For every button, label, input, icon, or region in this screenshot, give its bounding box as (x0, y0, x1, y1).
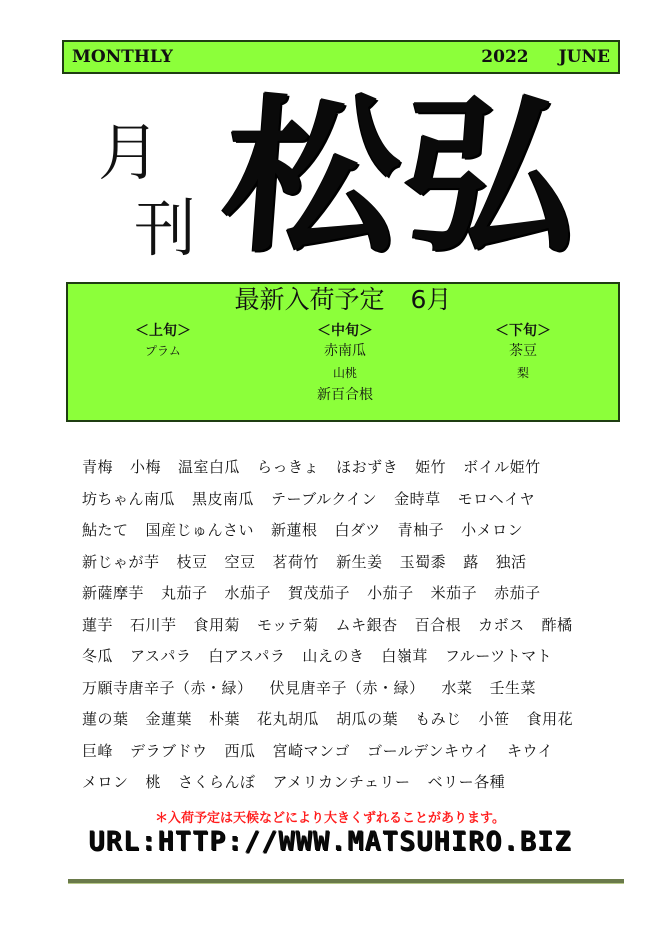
product-item: さくらんぼ (178, 773, 256, 791)
product-item: 赤茄子 (494, 584, 541, 602)
product-item: もみじ (415, 710, 462, 728)
product-item: 米茄子 (430, 584, 478, 602)
product-item: 白嶺茸 (381, 647, 428, 665)
schedule-early (108, 320, 218, 362)
schedule-early-label: ＜上旬＞ (135, 323, 191, 339)
product-line (82, 452, 642, 484)
product-item: 巨峰 (82, 741, 114, 760)
product-line (82, 578, 642, 610)
product-line (82, 704, 642, 736)
product-item: デラブドウ (130, 741, 208, 760)
product-line (82, 484, 642, 516)
logo-char-kan: 刊 (134, 192, 197, 265)
product-item: 伏見唐辛子（赤・緑） (269, 678, 425, 697)
logo-char-matsu: 松 (216, 77, 408, 275)
product-item: 胡瓜の葉 (336, 710, 399, 728)
product-item: 小笹 (478, 710, 510, 728)
monthly-label: MONTHLY (72, 47, 173, 67)
website-url[interactable]: URL:HTTP://WWW.MATSUHIRO.BIZ (88, 826, 572, 857)
schedule-item: 梨 (516, 366, 529, 380)
schedule-item: 茶豆 (509, 343, 537, 359)
product-item: 冬瓜 (82, 647, 114, 665)
product-item: モロヘイヤ (457, 489, 536, 508)
schedule-item: 赤南瓜 (324, 343, 366, 359)
product-item: 花丸胡瓜 (257, 710, 320, 728)
product-item: ムキ銀杏 (335, 615, 398, 634)
schedule-item: 山桃 (332, 366, 357, 380)
product-item: 朴葉 (209, 710, 241, 728)
product-item: らっきょ (257, 458, 320, 476)
product-item: 宮崎マンゴ (272, 741, 351, 760)
product-item: 賀茂茄子 (288, 584, 351, 602)
product-line (82, 515, 642, 547)
product-item: 西瓜 (224, 741, 256, 760)
product-line (82, 610, 642, 642)
logo (88, 77, 588, 278)
product-item: 白ダツ (334, 521, 381, 539)
product-item: キウイ (507, 741, 554, 760)
product-item: 食用花 (526, 710, 574, 728)
product-item: 新生姜 (336, 552, 383, 571)
product-item: モッテ菊 (257, 615, 319, 634)
product-item: 温室白瓜 (178, 458, 241, 476)
schedule-title (68, 284, 618, 316)
schedule-title-text: 最新入荷予定 (234, 285, 385, 314)
product-item: 水菜 (441, 678, 473, 697)
product-item: 黒皮南瓜 (192, 489, 255, 508)
product-item: 姫竹 (415, 458, 447, 476)
logo-char-tsuki: 月 (98, 116, 161, 189)
header-banner (62, 40, 620, 74)
product-item: 水茄子 (224, 584, 272, 602)
product-item: 小メロン (461, 521, 524, 539)
header-month: JUNE (558, 47, 610, 67)
header-year: 2022 (481, 47, 529, 67)
schedule-middle-label: ＜中旬＞ (317, 323, 373, 339)
product-line (82, 736, 642, 768)
product-item: テーブルクイン (271, 489, 378, 508)
product-line (82, 767, 642, 799)
logo-char-hiro: 弘 (394, 77, 586, 275)
product-item: 百合根 (414, 615, 462, 634)
product-item: カボス (478, 615, 525, 634)
product-item: 新蓮根 (271, 521, 318, 539)
footer-divider (68, 879, 624, 884)
schedule-middle (290, 320, 400, 406)
product-line (82, 673, 642, 705)
product-item: 山えのき (302, 647, 365, 665)
product-item: 食用菊 (193, 615, 241, 634)
product-item: 新じゃが芋 (82, 552, 160, 571)
arrival-schedule (66, 282, 620, 422)
product-list (82, 452, 642, 799)
product-item: 青梅 (82, 458, 114, 476)
product-item: ゴールデンキウイ (367, 741, 491, 760)
product-line (82, 641, 642, 673)
product-item: 独活 (495, 552, 527, 571)
product-item: 枝豆 (176, 552, 208, 571)
product-item: 桃 (145, 773, 162, 791)
product-item: 蓮芋 (82, 615, 114, 634)
schedule-late-label: ＜下旬＞ (495, 323, 551, 339)
schedule-month: 6月 (410, 285, 452, 314)
product-item: ボイル姫竹 (463, 458, 541, 476)
product-item: 万願寺唐辛子（赤・緑） (82, 678, 253, 697)
product-item: 小梅 (130, 458, 162, 476)
product-item: 丸茄子 (161, 584, 208, 602)
product-item: 坊ちゃん南瓜 (82, 489, 176, 508)
product-item: 金蓮葉 (145, 710, 193, 728)
product-item: ほおずき (336, 458, 399, 476)
product-item: 青柚子 (397, 521, 445, 539)
disclaimer-note: ＊入荷予定は天候などにより大きくずれることがあります。 (155, 811, 505, 826)
header-date (481, 47, 610, 67)
product-item: ベリー各種 (427, 773, 506, 791)
product-item: 壬生菜 (489, 678, 537, 697)
product-item: 金時草 (394, 489, 441, 508)
product-item: メロン (82, 773, 129, 791)
product-item: 酢橘 (541, 615, 573, 634)
product-item: 空豆 (224, 552, 256, 571)
product-item: アメリカンチェリー (272, 773, 411, 791)
product-item: 茗荷竹 (272, 552, 320, 571)
product-item: 玉蜀黍 (399, 552, 447, 571)
schedule-item: プラム (145, 344, 181, 358)
product-line (82, 547, 642, 579)
product-item: 小茄子 (367, 584, 414, 602)
schedule-item: 新百合根 (317, 387, 373, 403)
product-item: フルーツトマト (444, 647, 553, 665)
product-item: 鮎たて (82, 521, 129, 539)
product-item: 白アスパラ (208, 647, 286, 665)
product-item: 蓮の葉 (82, 710, 129, 728)
product-item: 国産じゅんさい (145, 521, 255, 539)
product-item: アスパラ (130, 647, 192, 665)
product-item: 石川芋 (130, 615, 177, 634)
schedule-late (468, 320, 578, 384)
product-item: 蕗 (463, 552, 479, 571)
product-item: 新薩摩芋 (82, 584, 145, 602)
